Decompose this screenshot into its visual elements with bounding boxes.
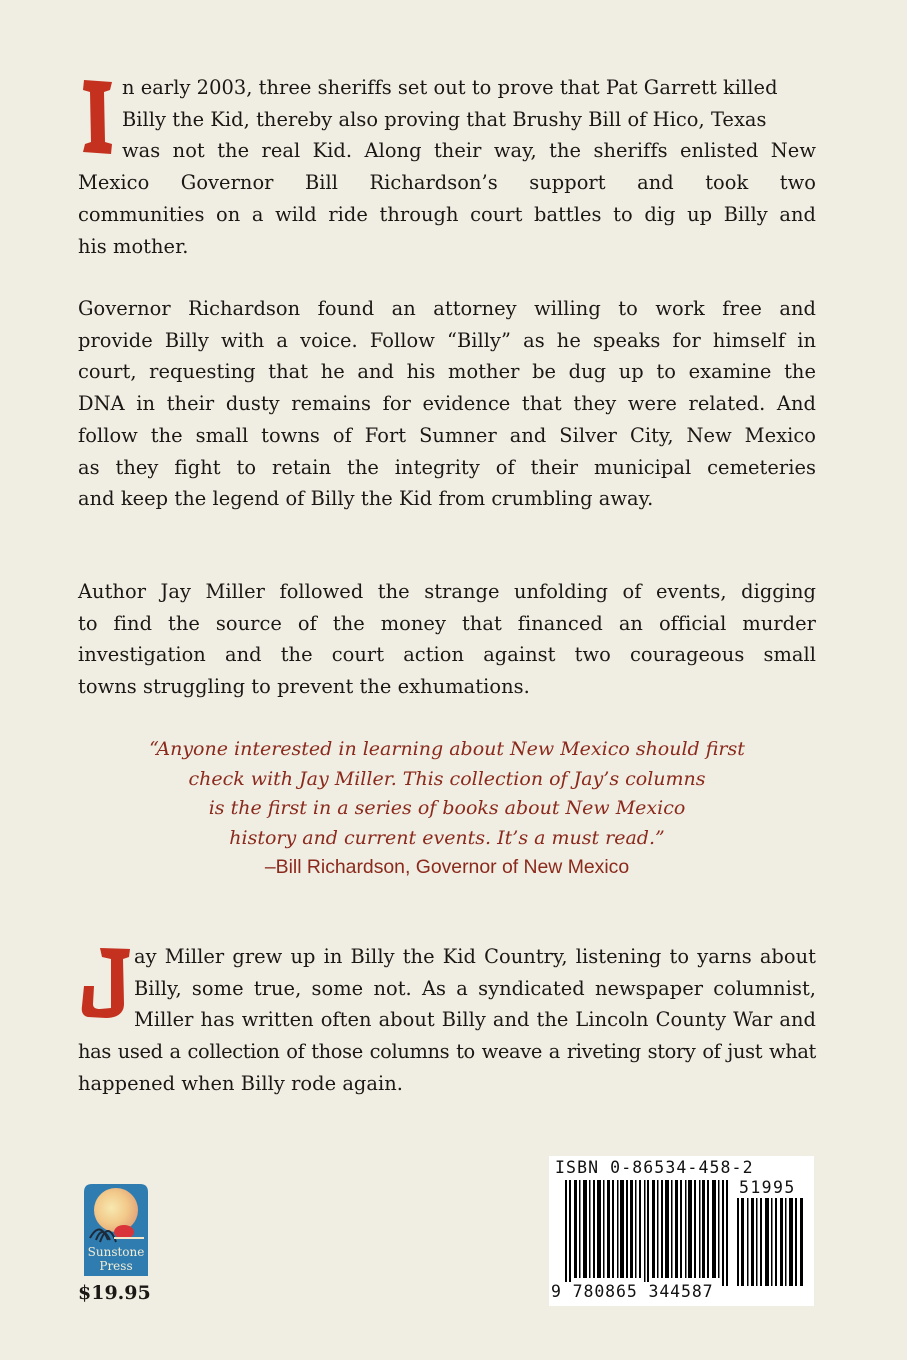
p3-line-2: to find the source of the money that financed an official murder — [78, 611, 816, 635]
bio-line-4: has used a collection of those columns to weave a riveting story of just what — [78, 1040, 816, 1064]
quote-line-2: check with Jay Miller. This collection of Jay’s columns — [188, 767, 706, 790]
logo-text-line1: Sunstone — [87, 1245, 145, 1259]
intro-line-4: Mexico Governor Bill Richardson’s support and took two — [78, 171, 816, 195]
p2-line-5: follow the small towns of Fort Sumner and Silver City, New Mexico — [78, 423, 816, 447]
p2-line-7: and keep the legend of Billy the Kid from crumbling away. — [78, 487, 654, 511]
p3-line-3: investigation and the court action against two courageous small — [78, 643, 816, 667]
paragraph-2 — [78, 293, 816, 515]
bio-line-1: ay Miller grew up in Billy the Kid Country, listening to yarns about — [134, 945, 816, 968]
p3-line-1: Author Jay Miller followed the strange unfolding of events, digging — [78, 580, 816, 603]
intro-line-3: was not the real Kid. Along their way, the sheriffs enlisted New — [122, 139, 816, 163]
barcode-addon-bars — [737, 1198, 807, 1286]
barcode-digits: 9 780865 344587 — [551, 1282, 714, 1301]
price-label: $19.95 — [78, 1282, 151, 1304]
isbn-label: ISBN 0-86534-458-2 — [555, 1158, 754, 1177]
p2-line-2: provide Billy with a voice. Follow “Billy” as he speaks for himself in — [78, 328, 816, 352]
intro-paragraph — [78, 72, 816, 262]
logo-text-line2: Press — [99, 1259, 133, 1273]
bio-line-5: happened when Billy rode again. — [78, 1071, 404, 1095]
quote-attribution: –Bill Richardson, Governor of New Mexico — [264, 856, 630, 879]
intro-line-2: Billy the Kid, thereby also proving that Brushy Bill of Hico, Texas — [122, 107, 767, 131]
isbn-barcode — [549, 1156, 814, 1306]
quote-line-4: history and current events. It’s a must read.” — [229, 826, 665, 849]
p2-line-4: DNA in their dusty remains for evidence that they were related. And — [78, 392, 816, 416]
intro-line-5: communities on a wild ride through court battles to dig up Billy and — [78, 202, 816, 226]
quote-line-1: “Anyone interested in learning about New Mexico should first — [149, 738, 745, 760]
bio-line-3: Miller has written often about Billy and the Lincoln County War and — [134, 1008, 816, 1032]
barcode-bars — [565, 1180, 737, 1286]
p2-line-6: as they fight to retain the integrity of their municipal cemeteries — [78, 455, 816, 479]
endorsement-quote — [78, 735, 816, 883]
quote-line-3: is the first in a series of books about New Mexico — [208, 797, 686, 820]
p2-line-1: Governor Richardson found an attorney willing to work free and — [78, 297, 816, 320]
barcode-price-code: 51995 — [739, 1178, 796, 1197]
author-bio — [78, 941, 816, 1100]
bio-line-2: Billy, some true, some not. As a syndicated newspaper columnist, — [134, 976, 816, 1000]
intro-line-1: n early 2003, three sheriffs set out to prove that Pat Garrett killed — [122, 76, 778, 99]
p2-line-3: court, requesting that he and his mother be dug up to examine the — [78, 360, 816, 384]
intro-line-6: his mother. — [78, 234, 189, 258]
sunstone-press-logo — [78, 1180, 154, 1282]
p3-line-4: towns struggling to prevent the exhumations. — [78, 675, 530, 699]
paragraph-3 — [78, 576, 816, 703]
